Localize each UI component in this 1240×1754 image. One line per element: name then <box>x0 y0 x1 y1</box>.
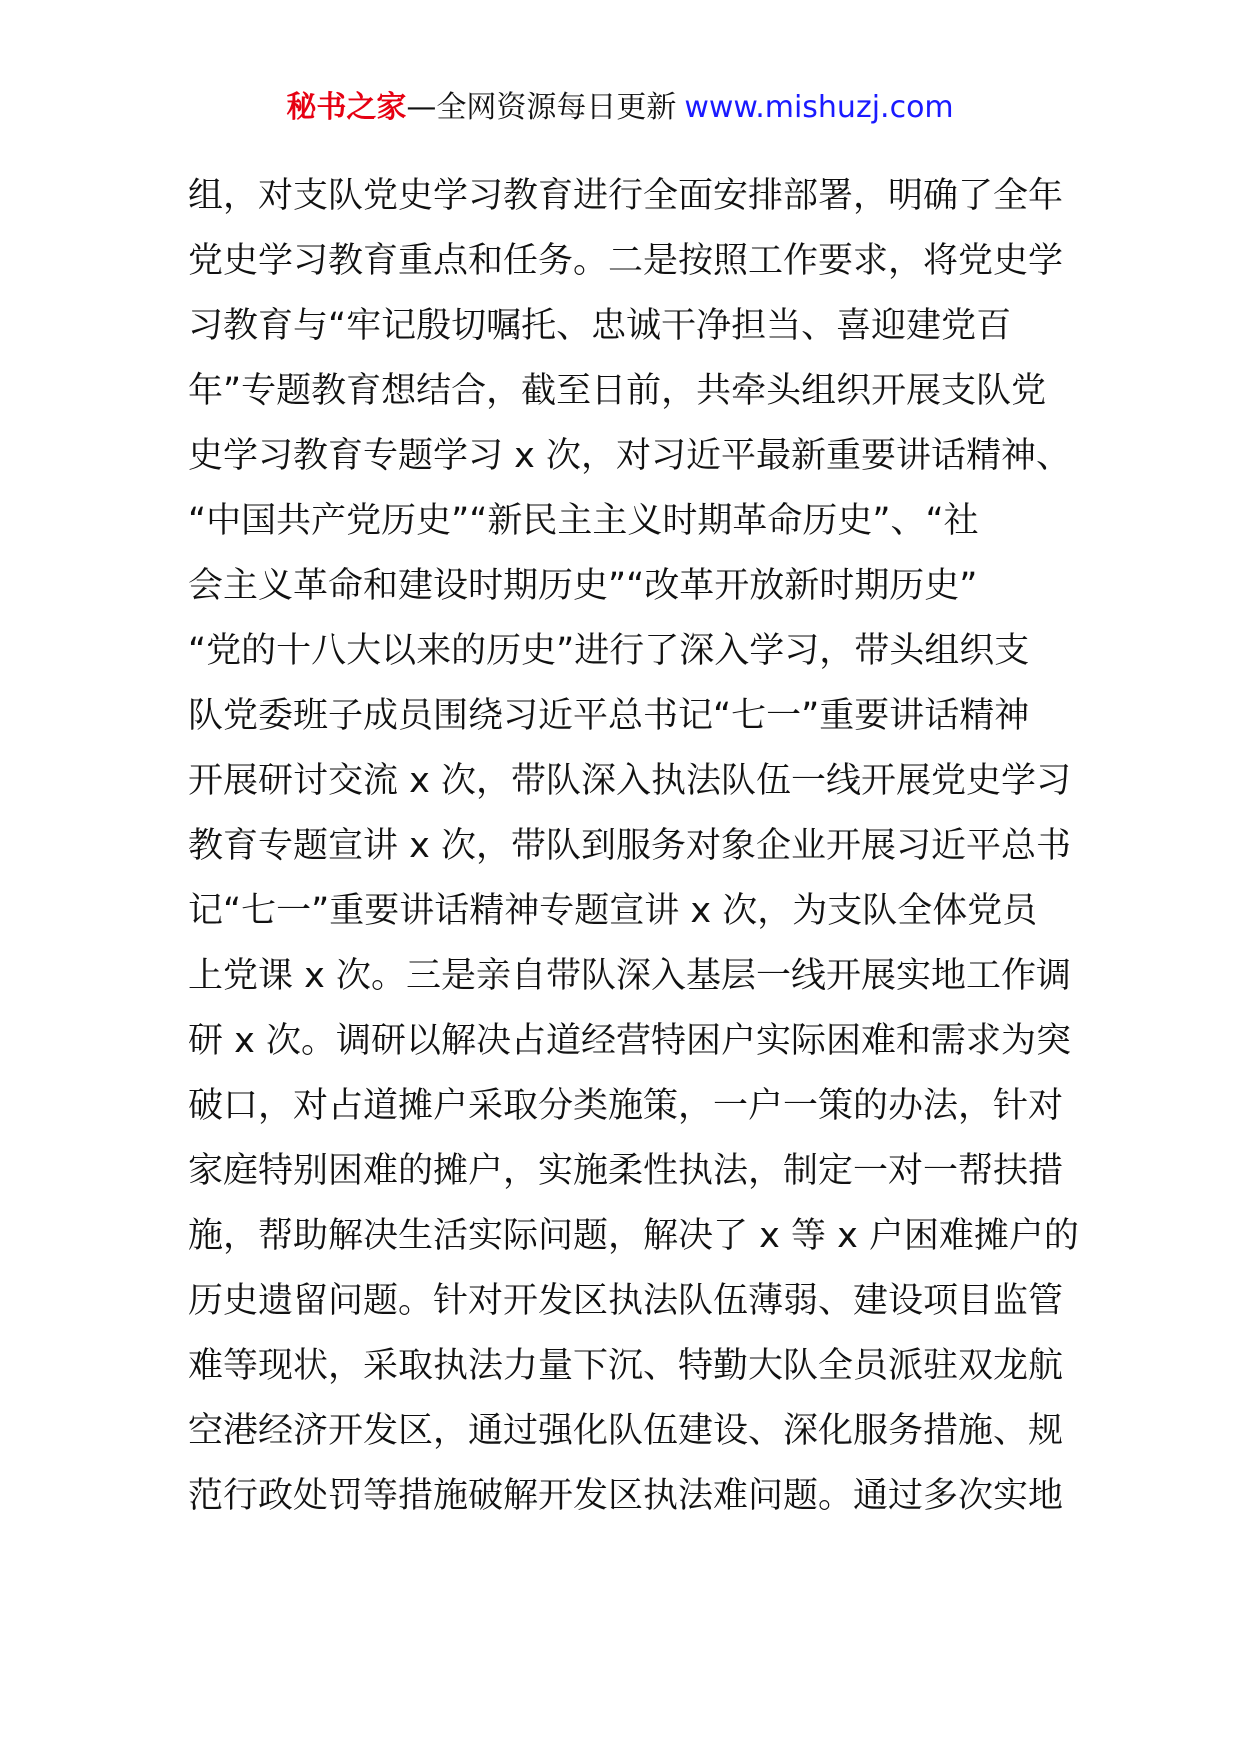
text-line: 记“七一”重要讲话精神专题宣讲 x 次，为支队全体党员 <box>188 891 1038 931</box>
text-line: 开展研讨交流 x 次，带队深入执法队伍一线开展党史学习 <box>188 761 1071 801</box>
text-line: 家庭特别困难的摊户，实施柔性执法，制定一对一帮扶措 <box>188 1151 1064 1191</box>
text-line: 上党课 x 次。三是亲自带队深入基层一线开展实地工作调 <box>188 956 1071 996</box>
text-line: 年”专题教育想结合，截至日前，共牵头组织开展支队党 <box>188 371 1047 411</box>
text-line: 历史遗留问题。针对开发区执法队伍薄弱、建设项目监管 <box>188 1281 1064 1321</box>
header-tagline: —全网资源每日更新 <box>406 90 677 125</box>
text-line: “党的十八大以来的历史”进行了深入学习，带头组织支 <box>188 631 1030 671</box>
text-line: 范行政处罚等措施破解开发区执法难问题。通过多次实地 <box>188 1476 1064 1516</box>
text-line: 史学习教育专题学习 x 次，对习近平最新重要讲话精神、 <box>188 436 1071 476</box>
text-line: 破口，对占道摊户采取分类施策，一户一策的办法，针对 <box>188 1086 1064 1126</box>
text-line: 队党委班子成员围绕习近平总书记“七一”重要讲话精神 <box>188 696 1030 736</box>
text-line: 教育专题宣讲 x 次，带队到服务对象企业开展习近平总书 <box>188 826 1071 866</box>
document-body <box>188 164 1079 1529</box>
text-line: 会主义革命和建设时期历史”“改革开放新时期历史” <box>188 566 978 606</box>
text-line: 难等现状，采取执法力量下沉、特勤大队全员派驻双龙航 <box>188 1346 1064 1386</box>
page-header <box>0 86 1240 130</box>
text-line: “中国共产党历史”“新民主主义时期革命历史”、“社 <box>188 501 979 541</box>
text-line: 空港经济开发区，通过强化队伍建设、深化服务措施、规 <box>188 1411 1064 1451</box>
website-link[interactable]: www.mishuzj.com <box>684 90 954 125</box>
text-line: 研 x 次。调研以解决占道经营特困户实际困难和需求为突 <box>188 1021 1071 1061</box>
text-line: 施，帮助解决生活实际问题，解决了 x 等 x 户困难摊户的 <box>188 1216 1079 1256</box>
text-line: 组，对支队党史学习教育进行全面安排部署，明确了全年 <box>188 176 1064 216</box>
text-line: 党史学习教育重点和任务。二是按照工作要求，将党史学 <box>188 241 1064 281</box>
text-line: 习教育与“牢记殷切嘱托、忠诚干净担当、喜迎建党百 <box>188 306 1012 346</box>
brand-name: 秘书之家 <box>286 90 407 125</box>
